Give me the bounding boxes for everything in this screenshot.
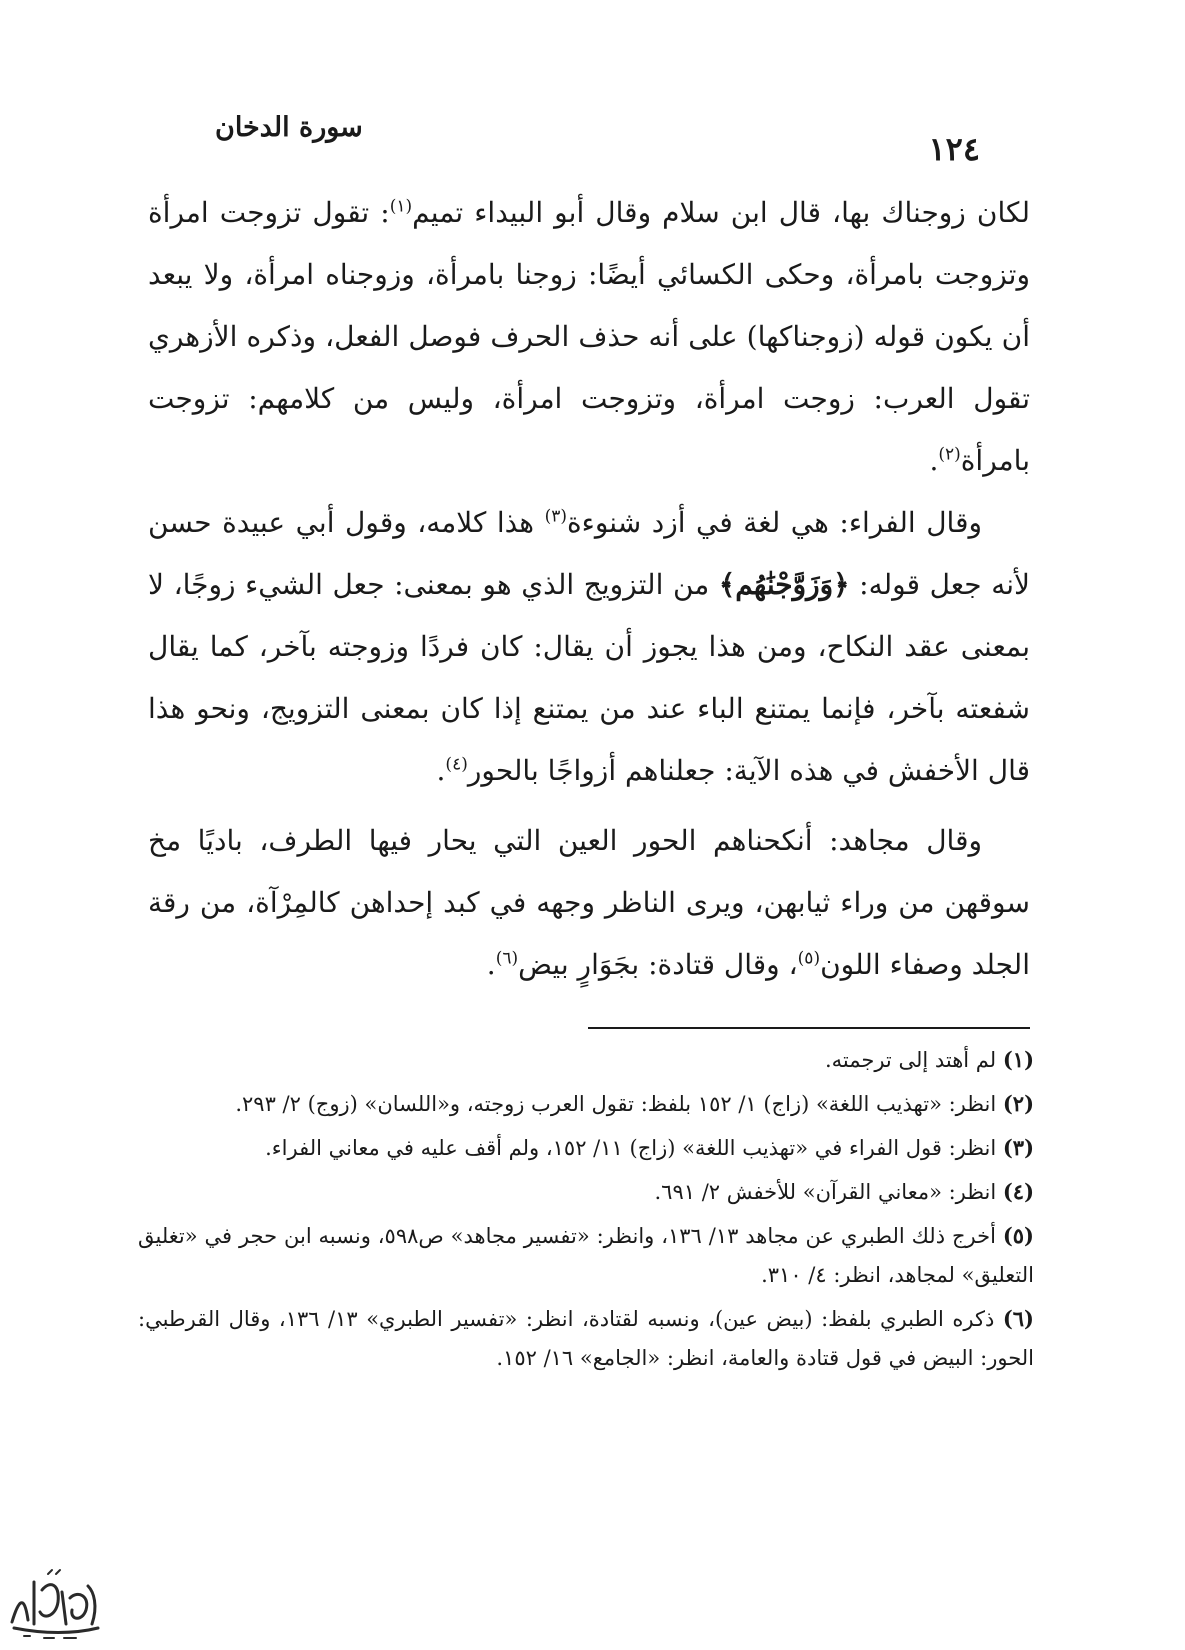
footnote [138, 1299, 1034, 1378]
surah-title: سورة الدخان [215, 112, 363, 143]
text-run: . [486, 948, 496, 981]
footnote-reference: (٣) [544, 506, 567, 527]
text-run: لكان زوجناك بها، قال ابن سلام وقال أبو البيداء تميم [412, 196, 1030, 229]
text-run: وقال الفراء: هي لغة في أزد شنوءة [567, 506, 982, 539]
text-run: . [436, 754, 446, 787]
footnote-reference: (١) [389, 196, 413, 217]
footnote-text: أخرج ذلك الطبري عن مجاهد ١٣/ ١٣٦، وانظر: «تفسير مجاهد» ص٥٩٨، ونسبه ابن حجر في «تغليق التعليق» لمجاهد، انظر: ٤/ ٣١٠. [138, 1224, 1034, 1287]
footnote-number: (٢) [1002, 1091, 1034, 1116]
quran-quote: ﴿وَزَوَّجْنَٰهُم﴾ [718, 568, 850, 601]
footnote-reference: (٥) [797, 948, 821, 969]
footnote-number: (٤) [1002, 1179, 1034, 1204]
footnote-reference: (٦) [495, 948, 519, 969]
text-run: هذا كلامه، وقول أبي عبيدة حسن لأنه جعل قوله: [148, 506, 1030, 601]
footnote-text: انظر: «تهذيب اللغة» (زاج) ١/ ١٥٢ بلفظ: تقول العرب زوجته، و«اللسان» (زوج) ٢/ ٢٩٣. [235, 1092, 1003, 1116]
footnote-number: (٣) [1002, 1135, 1034, 1160]
footnote-text: ذكره الطبري بلفظ: (بيض عين)، ونسبه لقتادة، انظر: «تفسير الطبري» ١٣/ ١٣٦، وقال القرطبي: الحور: البيض في قول قتادة والعامة، انظر: «الجامع» ١٦/ ١٥٢. [138, 1307, 1034, 1370]
footnote-text: لم أهتد إلى ترجمته. [824, 1048, 1003, 1072]
page-header [215, 112, 980, 172]
paragraph [148, 492, 1030, 802]
footnote-divider [588, 1027, 1030, 1029]
paragraph [148, 182, 1030, 492]
page-number: ١٢٤ [928, 130, 980, 168]
footnote-number: (١) [1002, 1047, 1034, 1072]
footnote [138, 1172, 1034, 1212]
footnotes [138, 1040, 1034, 1382]
text-run: من التزويج الذي هو بمعنى: جعل الشيء زوجًا، لا بمعنى عقد النكاح، ومن هذا يجوز أن يقال: كان فردًا وزوجته بآخر، كما يقال شفعته بآخر، فإنما يمتنع الباء عند من يمتنع إذا كان بمعنى التزويج، ونحو هذا قال الأخفش في هذه الآية: جعلناهم أزواجًا بالحور [148, 568, 1030, 787]
text-run: وقال مجاهد: أنكحناهم الحور العين التي يحار فيها الطرف، باديًا مخ سوقهن من وراء ثيابهن، ويرى الناظر وجهه في كبد إحداهن كالمِرْآة، من رقة الجلد وصفاء اللون [148, 824, 1030, 981]
footnote-reference: (٢) [938, 444, 961, 465]
footnote-number: (٥) [1002, 1223, 1034, 1248]
footnote [138, 1128, 1034, 1168]
footnote [138, 1084, 1034, 1124]
calligraphy-stamp-icon [4, 1562, 104, 1644]
footnote-text: انظر: «معاني القرآن» للأخفش ٢/ ٦٩١. [654, 1180, 1003, 1204]
footnote-text: انظر: قول الفراء في «تهذيب اللغة» (زاج) ١١/ ١٥٢، ولم أقف عليه في معاني الفراء. [265, 1136, 1003, 1160]
footnote [138, 1040, 1034, 1080]
paragraph [148, 810, 1030, 996]
main-text [148, 182, 1030, 996]
text-run: . [929, 444, 939, 477]
footnote [138, 1216, 1034, 1295]
text-run: : تقول تزوجت امرأة وتزوجت بامرأة، وحكى الكسائي أيضًا: زوجنا بامرأة، وزوجناه امرأة، ولا يبعد أن يكون قوله (زوجناكها) على أنه حذف الحرف فوصل الفعل، وذكره الأزهري تقول العرب: زوجت امرأة، وتزوجت امرأة، وليس من كلامهم: تزوجت بامرأة [148, 196, 1030, 477]
text-run: ، وقال قتادة: بجَوَارٍ بيض [518, 948, 798, 981]
footnote-number: (٦) [1002, 1306, 1034, 1331]
footnote-reference: (٤) [445, 754, 468, 775]
